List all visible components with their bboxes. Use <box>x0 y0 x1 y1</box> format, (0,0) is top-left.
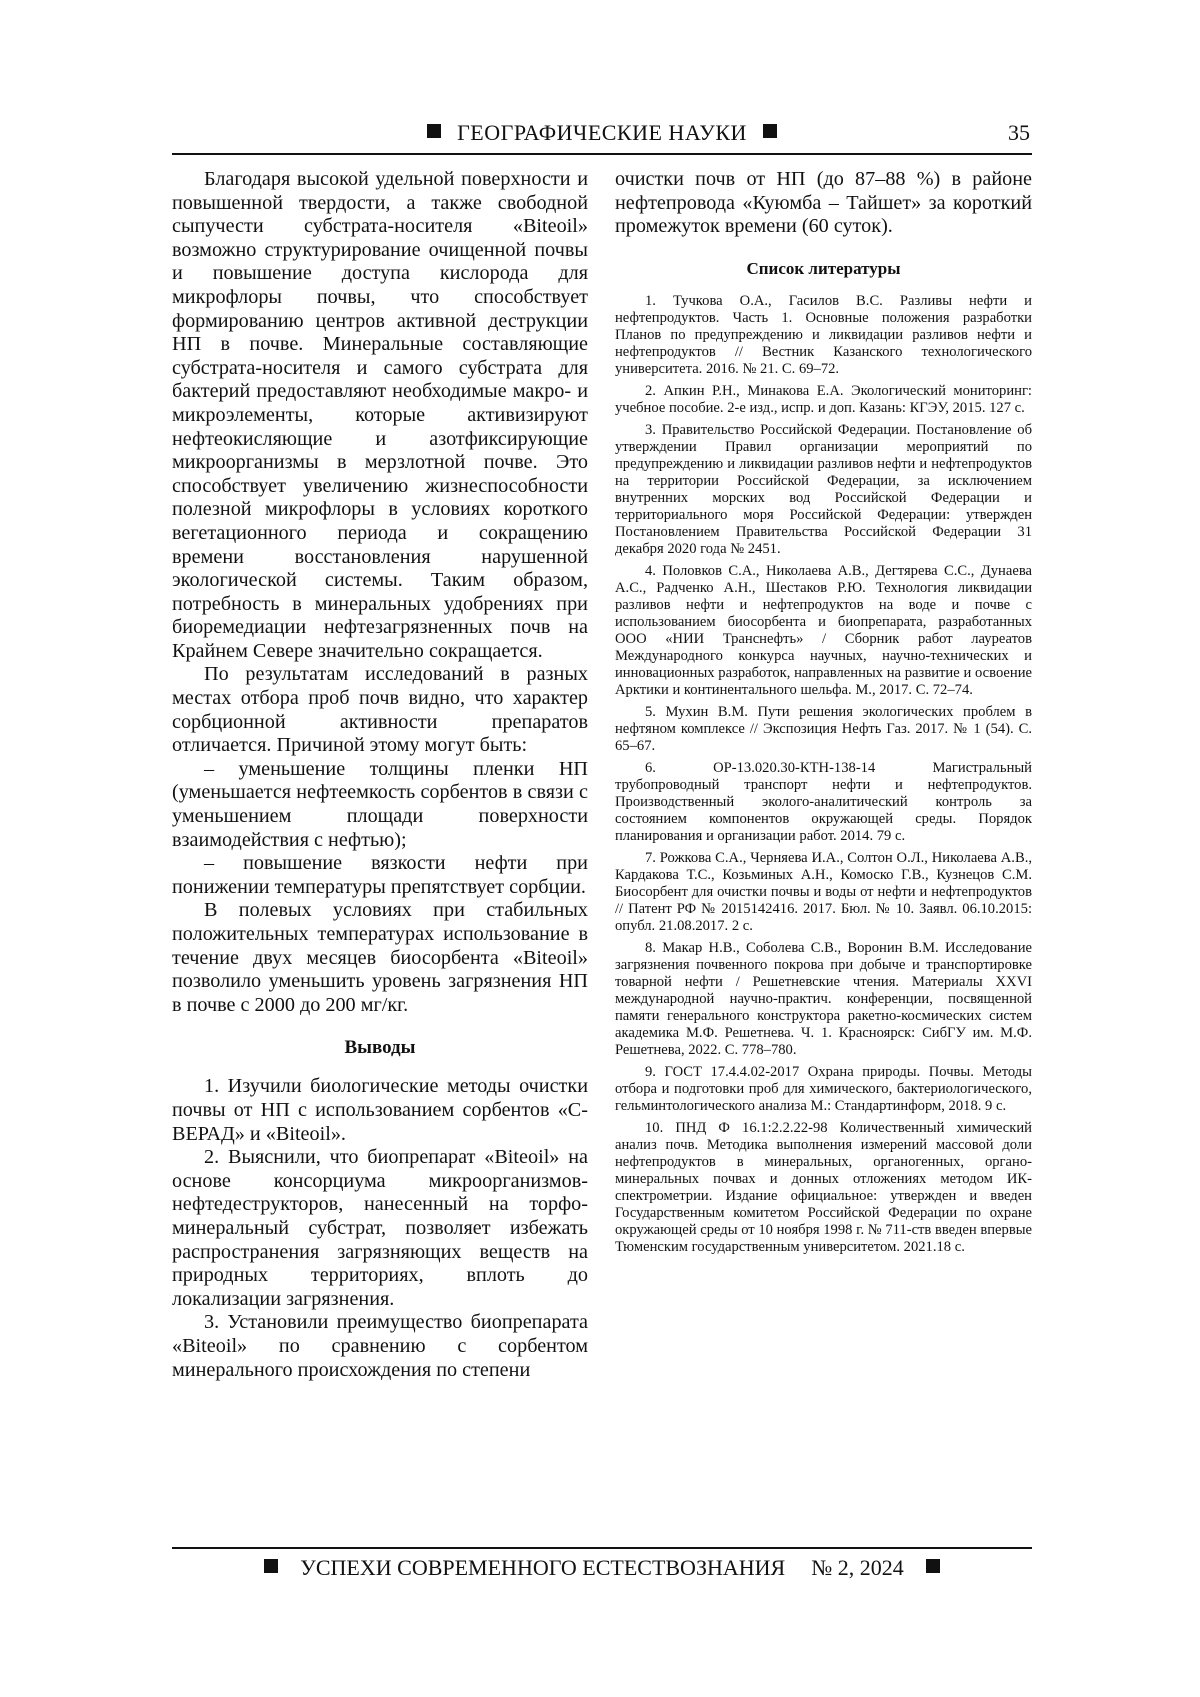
running-footer <box>172 1555 1032 1581</box>
reference-item: 10. ПНД Ф 16.1:2.2.22-98 Количественный химический анализ почв. Методика выполнения измерений массовой доли нефтепродуктов в минеральных, органогенных, органо-минеральных почвах и донных отложениях методом ИК-спектрометрии. Издание официальное: утвержден и введен Государственным комитетом Российской Федерации по охране окружающей среды от 10 ноября 1998 г. № 711-ств введен впервые Тюменским государственным университетом. 2021.18 с. <box>615 1119 1032 1255</box>
running-header <box>172 118 1032 152</box>
reference-item: 3. Правительство Российской Федерации. Постановление об утверждении Правил организации мероприятий по предупреждению и ликвидации разливов нефти и нефтепродуктов на территории Российской Федерации, за исключением внутренних морских вод Российской Федерации и территориального моря Российской Федерации: утвержден Постановлением Правительства Российской Федерации 31 декабря 2020 года № 2451. <box>615 421 1032 557</box>
section-title <box>172 120 1032 146</box>
body-paragraph: – повышение вязкости нефти при понижении температуры препятствует сорбции. <box>172 852 588 898</box>
reference-item: 2. Апкин Р.Н., Минакова Е.А. Экологический мониторинг: учебное пособие. 2-е изд., испр. и доп. Казань: КГЭУ, 2015. 127 с. <box>615 382 1032 416</box>
square-bullet-icon <box>763 124 777 138</box>
header-divider <box>172 153 1032 155</box>
conclusion-item: 3. Установили преимущество биопрепарата «Biteoil» по сравнению с сорбентом минерального происхождения по степени <box>172 1311 588 1381</box>
body-paragraph: В полевых условиях при стабильных положительных температурах использование в течение двух месяцев биосорбента «Biteoil» позволило уменьшить уровень загрязнения НП в почве с 2000 до 200 мг/кг. <box>172 899 588 1016</box>
conclusion-item: 2. Выяснили, что биопрепарат «Biteoil» на основе консорциума микроорганизмов-нефтедеструкторов, нанесенный на торфо-минеральный субстрат, позволяет избежать распространения загрязняющих веществ на природных территориях, вплоть до локализации загрязнения. <box>172 1146 588 1310</box>
journal-name: УСПЕХИ СОВРЕМЕННОГО ЕСТЕСТВОЗНАНИЯ <box>300 1555 786 1580</box>
reference-item: 7. Рожкова С.А., Черняева И.А., Солтон О.Л., Николаева А.В., Кардакова Т.С., Козьминых А.Н., Комоско Г.В., Кузнецов С.М. Биосорбент для очистки почвы и воды от нефти и нефтепродуктов // Патент РФ № 2015142416. 2017. Бюл. № 10. Заявл. 06.10.2015: опубл. 21.08.2017. 2 с. <box>615 849 1032 934</box>
square-bullet-icon <box>264 1559 278 1573</box>
reference-item: 9. ГОСТ 17.4.4.02-2017 Охрана природы. Почвы. Методы отбора и подготовки проб для химического, бактериологического, гельминтологического анализа М.: Стандартинформ, 2018. 9 с. <box>615 1063 1032 1114</box>
section-title-text: ГЕОГРАФИЧЕСКИЕ НАУКИ <box>457 120 747 145</box>
square-bullet-icon <box>926 1559 940 1573</box>
conclusions-heading: Выводы <box>344 1037 416 1059</box>
issue-number: № 2, 2024 <box>811 1555 904 1580</box>
body-paragraph: По результатам исследований в разных местах отбора проб почв видно, что характер сорбционной активности препаратов отличается. Причиной этому могут быть: <box>172 663 588 757</box>
continued-paragraph: очистки почв от НП (до 87–88 %) в районе нефтепровода «Куюмба – Тайшет» за короткий промежуток времени (60 суток). <box>615 168 1032 238</box>
right-column <box>615 168 1032 1261</box>
reference-item: 1. Тучкова О.А., Гасилов В.С. Разливы нефти и нефтепродуктов. Часть 1. Основные положения разработки Планов по предупреждению и ликвидации разливов нефти и нефтепродуктов // Вестник Казанского технологического университета. 2016. № 21. С. 69–72. <box>615 292 1032 377</box>
references-heading: Список литературы <box>746 258 901 278</box>
conclusion-item: 1. Изучили биологические методы очистки почвы от НП с использованием сорбентов «С-ВЕРАД» и «Biteoil». <box>172 1075 588 1145</box>
reference-item: 4. Половков С.А., Николаева А.В., Дегтярева С.С., Дунаева А.С., Радченко А.Н., Шестаков Р.Ю. Технология ликвидации разливов нефти и нефтепродуктов на воде и почве с использованием биосорбента и биопрепарата, разработанных ООО «НИИ Транснефть» / Сборник работ лауреатов Международного конкурса научных, научно-технических и инновационных разработок, направленных на развитие и освоение Арктики и континентального шельфа. М., 2017. С. 72–74. <box>615 562 1032 698</box>
page-number: 35 <box>1008 120 1030 145</box>
reference-item: 8. Макар Н.В., Соболева С.В., Воронин В.М. Исследование загрязнения почвенного покрова при добыче и транспортировке товарной нефти / Решетневские чтения. Материалы XXVI международной научно-практич. конференции, посвященной памяти генерального конструктора ракетно-космических систем академика М.Ф. Решетнева. Ч. 1. Красноярск: СибГУ им. М.Ф. Решетнева, 2022. С. 778–780. <box>615 939 1032 1058</box>
body-paragraph: Благодаря высокой удельной поверхности и повышенной твердости, а также свободной сыпучести субстрата-носителя «Biteoil» возможно структурирование очищенной почвы и повышение доступа кислорода для микрофлоры почвы, что способствует формированию центров активной деструкции НП в почве. Минеральные составляющие субстрата-носителя и самого субстрата для бактерий предоставляют необходимые макро- и микроэлементы, которые активизируют нефтеокисляющие и азотфиксирующие микроорганизмы в мерзлотной почве. Это способствует увеличению жизнеспособности полезной микрофлоры в условиях короткого вегетационного периода и сокращению времени восстановления нарушенной экологической системы. Таким образом, потребность в минеральных удобрениях при биоремедиации нефтезагрязненных почв на Крайнем Севере значительно сокращается. <box>172 168 588 662</box>
references-list <box>615 293 1032 1256</box>
footer-divider <box>172 1547 1032 1549</box>
body-paragraph: – уменьшение толщины пленки НП (уменьшается нефтеемкость сорбентов в связи с уменьшением площади поверхности взаимодействия с нефтью); <box>172 757 588 851</box>
square-bullet-icon <box>427 124 441 138</box>
left-column <box>172 168 588 1382</box>
reference-item: 5. Мухин В.М. Пути решения экологических проблем в нефтяном комплексе // Экспозиция Нефть Газ. 2017. № 1 (54). С. 65–67. <box>615 703 1032 754</box>
reference-item: 6. ОР-13.020.30-КТН-138-14 Магистральный трубопроводный транспорт нефти и нефтепродуктов. Производственный эколого-аналитический контроль за состоянием компонентов окружающей среды. Порядок планирования и организации работ. 2014. 79 с. <box>615 759 1032 844</box>
